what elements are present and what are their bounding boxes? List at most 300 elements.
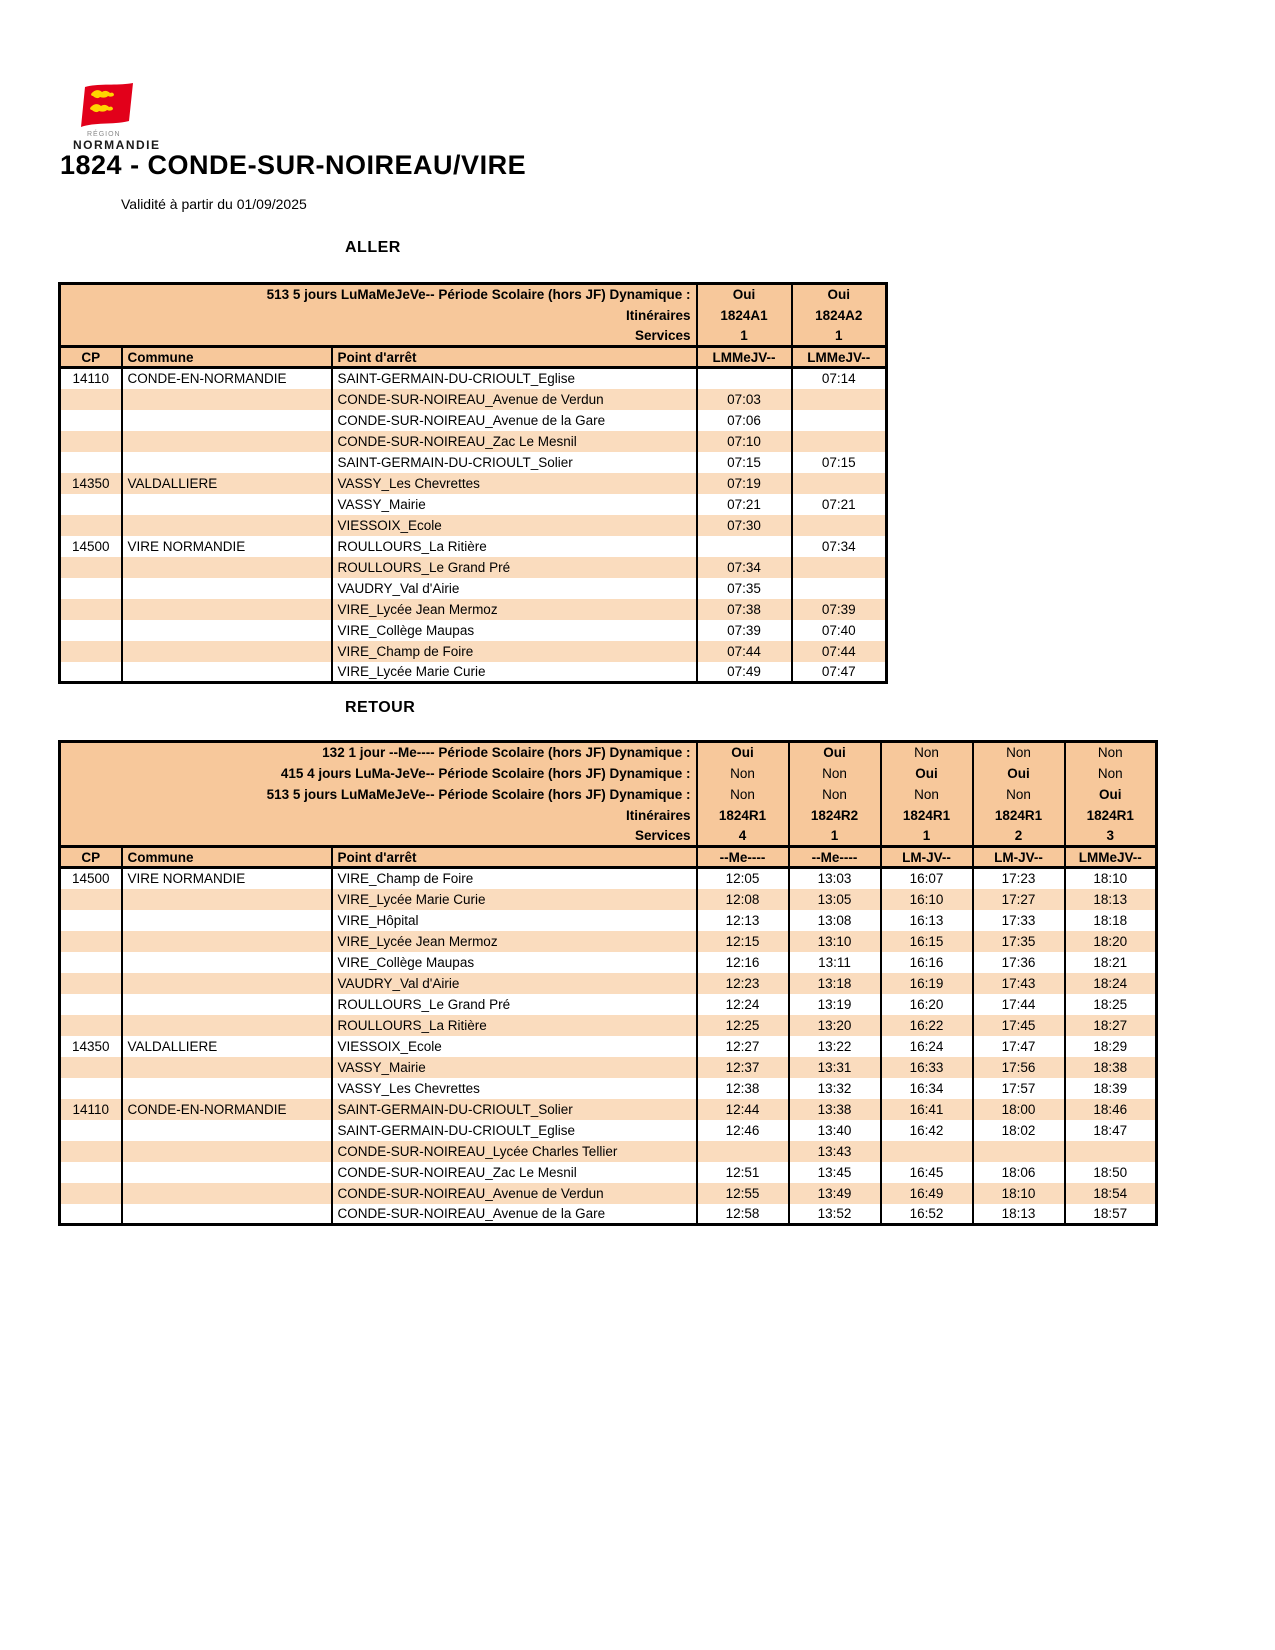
time-cell: 16:42 bbox=[881, 1120, 973, 1141]
time-cell: 07:06 bbox=[697, 410, 792, 431]
cp-cell bbox=[60, 1057, 122, 1078]
stop-row bbox=[60, 1057, 1157, 1078]
stop-cell: CONDE-SUR-NOIREAU_Zac Le Mesnil bbox=[332, 431, 697, 452]
service-number: 1 bbox=[792, 326, 887, 347]
time-cell: 07:47 bbox=[792, 662, 887, 683]
stop-row bbox=[60, 494, 887, 515]
stop-cell: CONDE-SUR-NOIREAU_Lycée Charles Tellier bbox=[332, 1141, 697, 1162]
time-cell bbox=[792, 515, 887, 536]
cp-cell bbox=[60, 1162, 122, 1183]
stop-row bbox=[60, 410, 887, 431]
time-cell: 13:38 bbox=[789, 1099, 881, 1120]
time-cell: 07:14 bbox=[792, 368, 887, 389]
cp-cell bbox=[60, 952, 122, 973]
time-cell: 16:52 bbox=[881, 1204, 973, 1225]
commune-cell bbox=[122, 515, 332, 536]
stop-cell: VIRE_Lycée Marie Curie bbox=[332, 662, 697, 683]
time-cell: 07:21 bbox=[697, 494, 792, 515]
time-cell: 07:44 bbox=[792, 641, 887, 662]
time-cell: 12:55 bbox=[697, 1183, 789, 1204]
time-cell: 18:25 bbox=[1065, 994, 1157, 1015]
column-header-commune: Commune bbox=[122, 847, 332, 868]
stop-cell: ROULLOURS_La Ritière bbox=[332, 536, 697, 557]
dynamique-value: Non bbox=[1065, 742, 1157, 763]
time-cell: 17:27 bbox=[973, 889, 1065, 910]
region-normandie-logo bbox=[73, 82, 193, 152]
service-number: 4 bbox=[697, 826, 789, 847]
itineraire-code: 1824R2 bbox=[789, 805, 881, 826]
time-cell: 18:47 bbox=[1065, 1120, 1157, 1141]
time-cell: 13:31 bbox=[789, 1057, 881, 1078]
dynamique-value: Non bbox=[881, 784, 973, 805]
stop-cell: VIRE_Lycée Jean Mermoz bbox=[332, 599, 697, 620]
time-cell: 07:44 bbox=[697, 641, 792, 662]
column-header-cp: CP bbox=[60, 847, 122, 868]
time-cell: 18:06 bbox=[973, 1162, 1065, 1183]
commune-cell: VIRE NORMANDIE bbox=[122, 536, 332, 557]
table-header-line: 513 5 jours LuMaMeJeVe-- Période Scolaire (hors JF) Dynamique : bbox=[60, 284, 697, 305]
dynamique-value: Oui bbox=[697, 742, 789, 763]
commune-cell: CONDE-EN-NORMANDIE bbox=[122, 1099, 332, 1120]
cp-cell bbox=[60, 1078, 122, 1099]
time-cell: 17:56 bbox=[973, 1057, 1065, 1078]
time-cell: 13:03 bbox=[789, 868, 881, 889]
itineraire-code: 1824R1 bbox=[973, 805, 1065, 826]
itineraire-code: 1824A1 bbox=[697, 305, 792, 326]
time-cell: 16:33 bbox=[881, 1057, 973, 1078]
time-cell: 18:13 bbox=[973, 1204, 1065, 1225]
time-cell: 13:19 bbox=[789, 994, 881, 1015]
normandie-flag-icon bbox=[79, 82, 137, 130]
time-cell: 07:40 bbox=[792, 620, 887, 641]
time-cell: 18:54 bbox=[1065, 1183, 1157, 1204]
stop-row bbox=[60, 994, 1157, 1015]
cp-cell bbox=[60, 994, 122, 1015]
cp-cell bbox=[60, 662, 122, 683]
service-number: 1 bbox=[881, 826, 973, 847]
dynamique-value: Oui bbox=[789, 742, 881, 763]
time-cell bbox=[792, 431, 887, 452]
time-cell: 17:57 bbox=[973, 1078, 1065, 1099]
commune-cell: VIRE NORMANDIE bbox=[122, 868, 332, 889]
time-cell: 16:13 bbox=[881, 910, 973, 931]
time-cell: 07:39 bbox=[792, 599, 887, 620]
stop-row bbox=[60, 1204, 1157, 1225]
stop-cell: VAUDRY_Val d'Airie bbox=[332, 578, 697, 599]
page-title: 1824 - CONDE-SUR-NOIREAU/VIRE bbox=[60, 150, 527, 180]
time-cell: 13:05 bbox=[789, 889, 881, 910]
itineraire-code: 1824R1 bbox=[881, 805, 973, 826]
dynamique-value: Non bbox=[973, 784, 1065, 805]
stop-cell: VIESSOIX_Ecole bbox=[332, 515, 697, 536]
itineraires-label: Itinéraires bbox=[60, 305, 697, 326]
cp-cell bbox=[60, 557, 122, 578]
time-cell: 12:08 bbox=[697, 889, 789, 910]
itineraire-code: 1824R1 bbox=[1065, 805, 1157, 826]
commune-cell bbox=[122, 994, 332, 1015]
stop-cell: VIRE_Champ de Foire bbox=[332, 868, 697, 889]
stop-cell: CONDE-SUR-NOIREAU_Avenue de la Gare bbox=[332, 410, 697, 431]
time-cell: 13:49 bbox=[789, 1183, 881, 1204]
time-cell: 18:24 bbox=[1065, 973, 1157, 994]
cp-cell: 14500 bbox=[60, 868, 122, 889]
stop-row bbox=[60, 889, 1157, 910]
stop-cell: SAINT-GERMAIN-DU-CRIOULT_Solier bbox=[332, 1099, 697, 1120]
commune-cell: VALDALLIERE bbox=[122, 1036, 332, 1057]
service-number: 1 bbox=[697, 326, 792, 347]
commune-cell bbox=[122, 662, 332, 683]
column-header-stop: Point d'arrêt bbox=[332, 847, 697, 868]
column-header-cp: CP bbox=[60, 347, 122, 368]
time-cell: 13:11 bbox=[789, 952, 881, 973]
time-cell: 16:20 bbox=[881, 994, 973, 1015]
cp-cell bbox=[60, 1183, 122, 1204]
stop-row bbox=[60, 620, 887, 641]
stop-cell: SAINT-GERMAIN-DU-CRIOULT_Solier bbox=[332, 452, 697, 473]
time-cell: 07:49 bbox=[697, 662, 792, 683]
stop-row bbox=[60, 1015, 1157, 1036]
itineraire-code: 1824A2 bbox=[792, 305, 887, 326]
time-cell: 12:05 bbox=[697, 868, 789, 889]
days-header: LM-JV-- bbox=[973, 847, 1065, 868]
time-cell: 07:03 bbox=[697, 389, 792, 410]
time-cell: 13:52 bbox=[789, 1204, 881, 1225]
commune-cell bbox=[122, 931, 332, 952]
time-cell bbox=[792, 557, 887, 578]
commune-cell bbox=[122, 431, 332, 452]
time-cell: 16:49 bbox=[881, 1183, 973, 1204]
time-cell: 16:22 bbox=[881, 1015, 973, 1036]
cp-cell bbox=[60, 889, 122, 910]
cp-cell bbox=[60, 494, 122, 515]
time-cell bbox=[697, 368, 792, 389]
stop-cell: SAINT-GERMAIN-DU-CRIOULT_Eglise bbox=[332, 1120, 697, 1141]
days-header: LM-JV-- bbox=[881, 847, 973, 868]
time-cell: 18:57 bbox=[1065, 1204, 1157, 1225]
stop-row bbox=[60, 473, 887, 494]
commune-cell bbox=[122, 620, 332, 641]
time-cell: 18:10 bbox=[973, 1183, 1065, 1204]
itineraires-label: Itinéraires bbox=[60, 805, 697, 826]
stop-row bbox=[60, 368, 887, 389]
itineraire-code: 1824R1 bbox=[697, 805, 789, 826]
time-cell: 07:21 bbox=[792, 494, 887, 515]
commune-cell bbox=[122, 557, 332, 578]
stop-cell: VASSY_Les Chevrettes bbox=[332, 1078, 697, 1099]
time-cell: 18:39 bbox=[1065, 1078, 1157, 1099]
stop-row bbox=[60, 515, 887, 536]
time-cell: 16:45 bbox=[881, 1162, 973, 1183]
time-cell: 18:13 bbox=[1065, 889, 1157, 910]
dynamique-value: Oui bbox=[1065, 784, 1157, 805]
time-cell: 16:10 bbox=[881, 889, 973, 910]
commune-cell bbox=[122, 1183, 332, 1204]
time-cell: 18:00 bbox=[973, 1099, 1065, 1120]
time-cell: 07:30 bbox=[697, 515, 792, 536]
stop-cell: VASSY_Mairie bbox=[332, 494, 697, 515]
stop-row bbox=[60, 578, 887, 599]
stop-row bbox=[60, 973, 1157, 994]
dynamique-value: Non bbox=[881, 742, 973, 763]
column-header-stop: Point d'arrêt bbox=[332, 347, 697, 368]
validity-note: Validité à partir du 01/09/2025 bbox=[121, 196, 307, 212]
time-cell: 12:24 bbox=[697, 994, 789, 1015]
stop-cell: CONDE-SUR-NOIREAU_Zac Le Mesnil bbox=[332, 1162, 697, 1183]
stop-cell: CONDE-SUR-NOIREAU_Avenue de Verdun bbox=[332, 1183, 697, 1204]
time-cell bbox=[792, 389, 887, 410]
service-number: 1 bbox=[789, 826, 881, 847]
time-cell: 12:46 bbox=[697, 1120, 789, 1141]
days-header: LMMeJV-- bbox=[792, 347, 887, 368]
stop-row bbox=[60, 931, 1157, 952]
section-title-aller: ALLER bbox=[345, 239, 401, 256]
stop-row bbox=[60, 1099, 1157, 1120]
stop-row bbox=[60, 431, 887, 452]
time-cell: 13:10 bbox=[789, 931, 881, 952]
stop-row bbox=[60, 1183, 1157, 1204]
commune-cell bbox=[122, 973, 332, 994]
dynamique-value: Non bbox=[973, 742, 1065, 763]
stop-row bbox=[60, 1120, 1157, 1141]
service-number: 2 bbox=[973, 826, 1065, 847]
days-header: --Me---- bbox=[697, 847, 789, 868]
time-cell: 16:41 bbox=[881, 1099, 973, 1120]
stop-row bbox=[60, 868, 1157, 889]
stop-cell: VIRE_Lycée Jean Mermoz bbox=[332, 931, 697, 952]
dynamique-value: Oui bbox=[881, 763, 973, 784]
cp-cell bbox=[60, 973, 122, 994]
dynamique-value: Oui bbox=[792, 284, 887, 305]
time-cell: 17:45 bbox=[973, 1015, 1065, 1036]
aller-timetable bbox=[58, 282, 888, 684]
commune-cell: CONDE-EN-NORMANDIE bbox=[122, 368, 332, 389]
logo-name-label: NORMANDIE bbox=[73, 138, 161, 152]
time-cell: 18:21 bbox=[1065, 952, 1157, 973]
time-cell: 18:02 bbox=[973, 1120, 1065, 1141]
stop-row bbox=[60, 1162, 1157, 1183]
time-cell: 13:32 bbox=[789, 1078, 881, 1099]
time-cell: 13:40 bbox=[789, 1120, 881, 1141]
stop-cell: ROULLOURS_La Ritière bbox=[332, 1015, 697, 1036]
days-header: LMMeJV-- bbox=[1065, 847, 1157, 868]
time-cell: 13:43 bbox=[789, 1141, 881, 1162]
time-cell: 12:27 bbox=[697, 1036, 789, 1057]
time-cell bbox=[881, 1141, 973, 1162]
time-cell bbox=[792, 410, 887, 431]
time-cell: 07:35 bbox=[697, 578, 792, 599]
stop-row bbox=[60, 599, 887, 620]
time-cell: 07:38 bbox=[697, 599, 792, 620]
cp-cell: 14350 bbox=[60, 1036, 122, 1057]
time-cell: 17:44 bbox=[973, 994, 1065, 1015]
time-cell: 07:19 bbox=[697, 473, 792, 494]
cp-cell bbox=[60, 599, 122, 620]
commune-cell bbox=[122, 889, 332, 910]
time-cell: 16:07 bbox=[881, 868, 973, 889]
commune-cell bbox=[122, 1057, 332, 1078]
dynamique-value: Non bbox=[789, 784, 881, 805]
commune-cell bbox=[122, 1141, 332, 1162]
commune-cell: VALDALLIERE bbox=[122, 473, 332, 494]
stop-row bbox=[60, 641, 887, 662]
dynamique-value: Oui bbox=[697, 284, 792, 305]
days-header: --Me---- bbox=[789, 847, 881, 868]
cp-cell: 14110 bbox=[60, 368, 122, 389]
services-label: Services bbox=[60, 326, 697, 347]
stop-row bbox=[60, 952, 1157, 973]
dynamique-value: Non bbox=[697, 784, 789, 805]
time-cell: 12:13 bbox=[697, 910, 789, 931]
cp-cell: 14110 bbox=[60, 1099, 122, 1120]
time-cell: 12:38 bbox=[697, 1078, 789, 1099]
time-cell: 17:36 bbox=[973, 952, 1065, 973]
time-cell bbox=[697, 1141, 789, 1162]
section-title-retour: RETOUR bbox=[345, 699, 416, 716]
time-cell: 16:19 bbox=[881, 973, 973, 994]
cp-cell bbox=[60, 931, 122, 952]
stop-row bbox=[60, 536, 887, 557]
time-cell bbox=[697, 536, 792, 557]
stop-cell: VIRE_Hôpital bbox=[332, 910, 697, 931]
logo-region-label: RÉGION bbox=[87, 131, 121, 138]
time-cell: 12:51 bbox=[697, 1162, 789, 1183]
cp-cell bbox=[60, 410, 122, 431]
cp-cell bbox=[60, 578, 122, 599]
stop-cell: VIRE_Collège Maupas bbox=[332, 952, 697, 973]
time-cell: 07:10 bbox=[697, 431, 792, 452]
time-cell: 18:29 bbox=[1065, 1036, 1157, 1057]
time-cell: 17:35 bbox=[973, 931, 1065, 952]
service-number: 3 bbox=[1065, 826, 1157, 847]
time-cell: 13:45 bbox=[789, 1162, 881, 1183]
time-cell: 12:25 bbox=[697, 1015, 789, 1036]
cp-cell bbox=[60, 620, 122, 641]
dynamique-value: Non bbox=[1065, 763, 1157, 784]
time-cell: 13:22 bbox=[789, 1036, 881, 1057]
time-cell: 07:15 bbox=[792, 452, 887, 473]
stop-row bbox=[60, 1078, 1157, 1099]
time-cell: 12:44 bbox=[697, 1099, 789, 1120]
commune-cell bbox=[122, 641, 332, 662]
stop-cell: VASSY_Les Chevrettes bbox=[332, 473, 697, 494]
time-cell: 07:15 bbox=[697, 452, 792, 473]
stop-row bbox=[60, 557, 887, 578]
cp-cell bbox=[60, 641, 122, 662]
cp-cell bbox=[60, 1120, 122, 1141]
table-header-line: 513 5 jours LuMaMeJeVe-- Période Scolaire (hors JF) Dynamique : bbox=[60, 784, 697, 805]
time-cell: 12:58 bbox=[697, 1204, 789, 1225]
time-cell: 17:43 bbox=[973, 973, 1065, 994]
stop-cell: ROULLOURS_Le Grand Pré bbox=[332, 994, 697, 1015]
time-cell: 18:10 bbox=[1065, 868, 1157, 889]
time-cell bbox=[792, 473, 887, 494]
cp-cell bbox=[60, 389, 122, 410]
cp-cell bbox=[60, 515, 122, 536]
cp-cell: 14500 bbox=[60, 536, 122, 557]
stop-cell: VIRE_Champ de Foire bbox=[332, 641, 697, 662]
dynamique-value: Non bbox=[697, 763, 789, 784]
time-cell: 12:15 bbox=[697, 931, 789, 952]
services-label: Services bbox=[60, 826, 697, 847]
commune-cell bbox=[122, 494, 332, 515]
stop-cell: VIRE_Collège Maupas bbox=[332, 620, 697, 641]
time-cell: 18:38 bbox=[1065, 1057, 1157, 1078]
stop-cell: VASSY_Mairie bbox=[332, 1057, 697, 1078]
time-cell: 17:47 bbox=[973, 1036, 1065, 1057]
time-cell: 16:34 bbox=[881, 1078, 973, 1099]
time-cell: 17:23 bbox=[973, 868, 1065, 889]
time-cell: 18:20 bbox=[1065, 931, 1157, 952]
commune-cell bbox=[122, 578, 332, 599]
cp-cell bbox=[60, 910, 122, 931]
commune-cell bbox=[122, 910, 332, 931]
stop-row bbox=[60, 452, 887, 473]
stop-row bbox=[60, 1141, 1157, 1162]
stop-cell: VAUDRY_Val d'Airie bbox=[332, 973, 697, 994]
commune-cell bbox=[122, 952, 332, 973]
stop-cell: VIESSOIX_Ecole bbox=[332, 1036, 697, 1057]
column-header-commune: Commune bbox=[122, 347, 332, 368]
stop-cell: ROULLOURS_Le Grand Pré bbox=[332, 557, 697, 578]
time-cell: 18:18 bbox=[1065, 910, 1157, 931]
time-cell: 16:24 bbox=[881, 1036, 973, 1057]
stop-row bbox=[60, 1036, 1157, 1057]
stop-row bbox=[60, 910, 1157, 931]
stop-cell: CONDE-SUR-NOIREAU_Avenue de la Gare bbox=[332, 1204, 697, 1225]
time-cell bbox=[973, 1141, 1065, 1162]
time-cell bbox=[792, 578, 887, 599]
time-cell: 12:16 bbox=[697, 952, 789, 973]
cp-cell bbox=[60, 452, 122, 473]
cp-cell bbox=[60, 1204, 122, 1225]
time-cell: 18:27 bbox=[1065, 1015, 1157, 1036]
stop-cell: CONDE-SUR-NOIREAU_Avenue de Verdun bbox=[332, 389, 697, 410]
table-header-line: 415 4 jours LuMa-JeVe-- Période Scolaire (hors JF) Dynamique : bbox=[60, 763, 697, 784]
commune-cell bbox=[122, 452, 332, 473]
commune-cell bbox=[122, 1078, 332, 1099]
time-cell: 13:08 bbox=[789, 910, 881, 931]
time-cell: 16:16 bbox=[881, 952, 973, 973]
stop-row bbox=[60, 389, 887, 410]
dynamique-value: Non bbox=[789, 763, 881, 784]
retour-timetable bbox=[58, 740, 1158, 1226]
time-cell: 18:46 bbox=[1065, 1099, 1157, 1120]
commune-cell bbox=[122, 599, 332, 620]
cp-cell bbox=[60, 1141, 122, 1162]
days-header: LMMeJV-- bbox=[697, 347, 792, 368]
time-cell: 18:50 bbox=[1065, 1162, 1157, 1183]
cp-cell bbox=[60, 1015, 122, 1036]
time-cell bbox=[1065, 1141, 1157, 1162]
commune-cell bbox=[122, 1120, 332, 1141]
time-cell: 13:20 bbox=[789, 1015, 881, 1036]
commune-cell bbox=[122, 1015, 332, 1036]
stop-cell: VIRE_Lycée Marie Curie bbox=[332, 889, 697, 910]
time-cell: 07:39 bbox=[697, 620, 792, 641]
time-cell: 12:23 bbox=[697, 973, 789, 994]
time-cell: 07:34 bbox=[697, 557, 792, 578]
commune-cell bbox=[122, 1162, 332, 1183]
stop-row bbox=[60, 662, 887, 683]
time-cell: 17:33 bbox=[973, 910, 1065, 931]
commune-cell bbox=[122, 389, 332, 410]
stop-cell: SAINT-GERMAIN-DU-CRIOULT_Eglise bbox=[332, 368, 697, 389]
time-cell: 16:15 bbox=[881, 931, 973, 952]
cp-cell bbox=[60, 431, 122, 452]
time-cell: 07:34 bbox=[792, 536, 887, 557]
dynamique-value: Oui bbox=[973, 763, 1065, 784]
commune-cell bbox=[122, 410, 332, 431]
